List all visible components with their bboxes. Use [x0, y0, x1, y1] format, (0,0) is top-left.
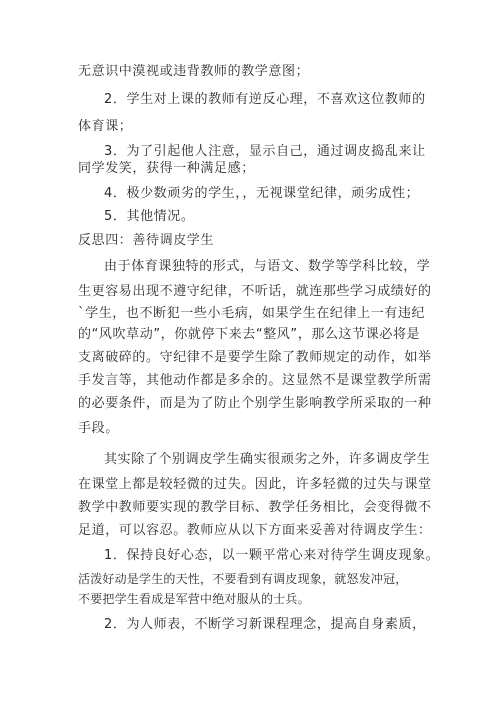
paragraph-line: 其实除了个别调皮学生确实很顽劣之外，许多调皮学生 [104, 452, 431, 467]
text-line: 体育课； [78, 119, 133, 134]
list-item-2: 2．学生对上课的教师有逆反心理，不喜欢这位教师的 [104, 92, 426, 107]
text-line: 同学发笑，获得一种满足感； [78, 161, 255, 176]
paragraph-line: 生更容易出现不遵守纪律，不听话，就连那些学习成绩好的 [78, 284, 432, 299]
paragraph-line: 的“风吹草动”，你就停下来去“整风”，那么这节课必将是 [78, 327, 421, 342]
paragraph-line: 不要把学生看成是军营中绝对服从的士兵。 [78, 592, 310, 606]
list-item-5: 5．其他情况。 [104, 209, 195, 224]
paragraph-line: 手段。 [78, 421, 119, 436]
paragraph-line: 在课堂上都是较轻微的过失。因此，许多轻微的过失与课堂 [78, 477, 432, 492]
list-item-2b: 2．为人师表，不断学习新课程理念，提高自身素质， [104, 617, 426, 632]
paragraph-line: 活泼好动是学生的天性，不要看到有调皮现象，就怒发冲冠， [78, 572, 408, 586]
section-heading: 反思四：善待调皮学生 [78, 233, 215, 248]
paragraph-line: 支离破碎的。守纪律不是要学生除了教师规定的动作，如举 [78, 350, 432, 365]
list-item-3: 3．为了引起他人注意，显示自己，通过调皮捣乱来让 [104, 144, 426, 159]
paragraph-line: 由于体育课独特的形式，与语文、数学等学科比较，学 [104, 259, 431, 274]
list-item-1: 1．保持良好心态，以一颗平常心来对待学生调皮现象。 [104, 548, 440, 563]
paragraph-line: 教学中教师要实现的教学目标、教学任务相比，会变得微不 [78, 500, 432, 515]
paragraph-line: 的必要条件，而是为了防止个别学生影响教学所采取的一种 [78, 396, 432, 411]
list-item-4: 4．极少数顽劣的学生，，无视课堂纪律，顽劣成性； [104, 186, 420, 201]
paragraph-line: 手发言等，其他动作都是多余的。这显然不是课堂教学所需 [78, 373, 432, 388]
text-line: 无意识中漠视或违背教师的教学意图； [78, 64, 310, 79]
paragraph-line: 足道，可以容忍。教师应从以下方面来妥善对待调皮学生： [78, 523, 432, 538]
paragraph-line: `学生，也不断犯一些小毛病，如果学生在纪律上一有违纪 [78, 306, 426, 321]
